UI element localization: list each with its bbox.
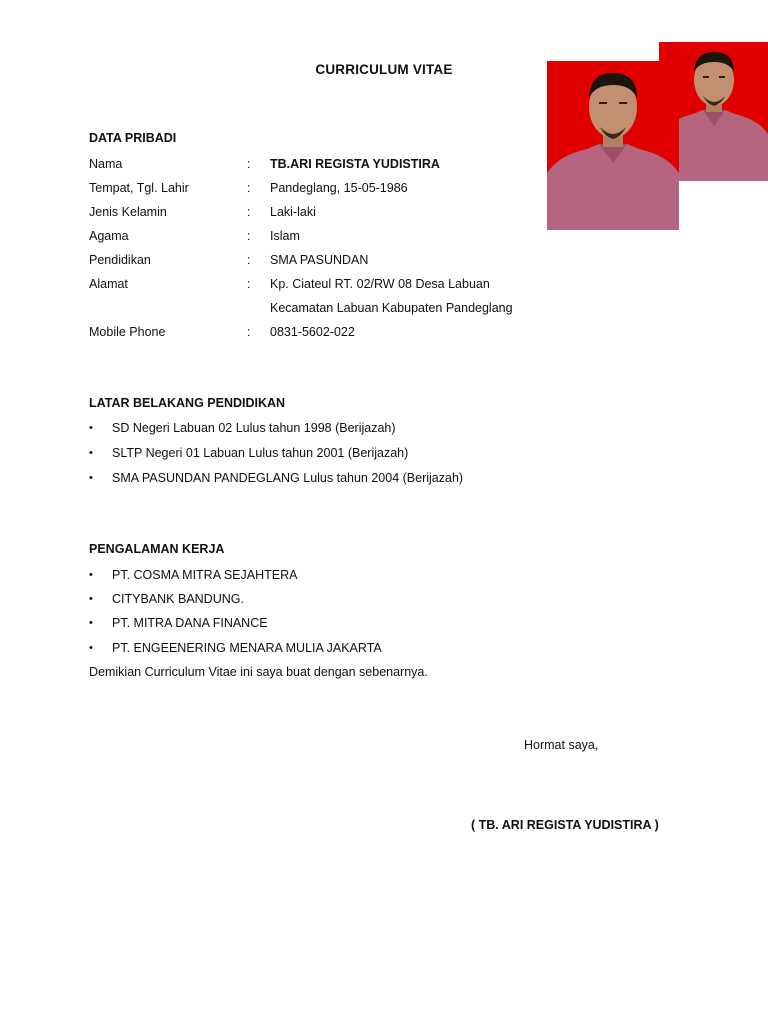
value-address-line1: Kp. Ciateul RT. 02/RW 08 Desa Labuan	[270, 277, 490, 291]
photo-front	[547, 61, 679, 230]
bullet-icon: •	[89, 422, 93, 434]
value-gender: Laki-laki	[270, 205, 316, 219]
personal-data-heading: DATA PRIBADI	[89, 131, 177, 145]
value-education: SMA PASUNDAN	[270, 253, 369, 267]
colon: :	[247, 325, 251, 339]
colon: :	[247, 157, 251, 171]
colon: :	[247, 229, 251, 243]
experience-item: CITYBANK BANDUNG.	[112, 592, 244, 606]
bullet-icon: •	[89, 569, 93, 581]
value-birth: Pandeglang, 15-05-1986	[270, 181, 408, 195]
person-portrait-icon	[547, 61, 679, 230]
education-item: SLTP Negeri 01 Labuan Lulus tahun 2001 (Berijazah)	[112, 446, 409, 460]
label-phone: Mobile Phone	[89, 325, 166, 339]
colon: :	[247, 253, 251, 267]
bullet-icon: •	[89, 447, 93, 459]
bullet-icon: •	[89, 617, 93, 629]
colon: :	[247, 205, 251, 219]
bullet-icon: •	[89, 472, 93, 484]
label-religion: Agama	[89, 229, 129, 243]
value-name: TB.ARI REGISTA YUDISTIRA	[270, 157, 440, 171]
value-address-line2: Kecamatan Labuan Kabupaten Pandeglang	[270, 301, 513, 315]
closing-statement: Demikian Curriculum Vitae ini saya buat dengan sebenarnya.	[89, 665, 428, 679]
bullet-icon: •	[89, 642, 93, 654]
signature-name: ( TB. ARI REGISTA YUDISTIRA )	[471, 818, 659, 832]
label-birth: Tempat, Tgl. Lahir	[89, 181, 189, 195]
bullet-icon: •	[89, 593, 93, 605]
education-item: SMA PASUNDAN PANDEGLANG Lulus tahun 2004 (Berijazah)	[112, 471, 464, 485]
value-phone: 0831-5602-022	[270, 325, 355, 339]
education-item: SD Negeri Labuan 02 Lulus tahun 1998 (Berijazah)	[112, 421, 396, 435]
label-address: Alamat	[89, 277, 128, 291]
colon: :	[247, 181, 251, 195]
experience-item: PT. MITRA DANA FINANCE	[112, 616, 268, 630]
label-name: Nama	[89, 157, 123, 171]
page-title: CURRICULUM VITAE	[315, 62, 453, 77]
label-gender: Jenis Kelamin	[89, 205, 167, 219]
experience-heading: PENGALAMAN KERJA	[89, 542, 225, 556]
salutation: Hormat saya,	[524, 738, 599, 752]
colon: :	[247, 277, 251, 291]
experience-item: PT. COSMA MITRA SEJAHTERA	[112, 568, 298, 582]
experience-item: PT. ENGEENERING MENARA MULIA JAKARTA	[112, 641, 382, 655]
label-education: Pendidikan	[89, 253, 151, 267]
education-heading: LATAR BELAKANG PENDIDIKAN	[89, 396, 286, 410]
value-religion: Islam	[270, 229, 300, 243]
